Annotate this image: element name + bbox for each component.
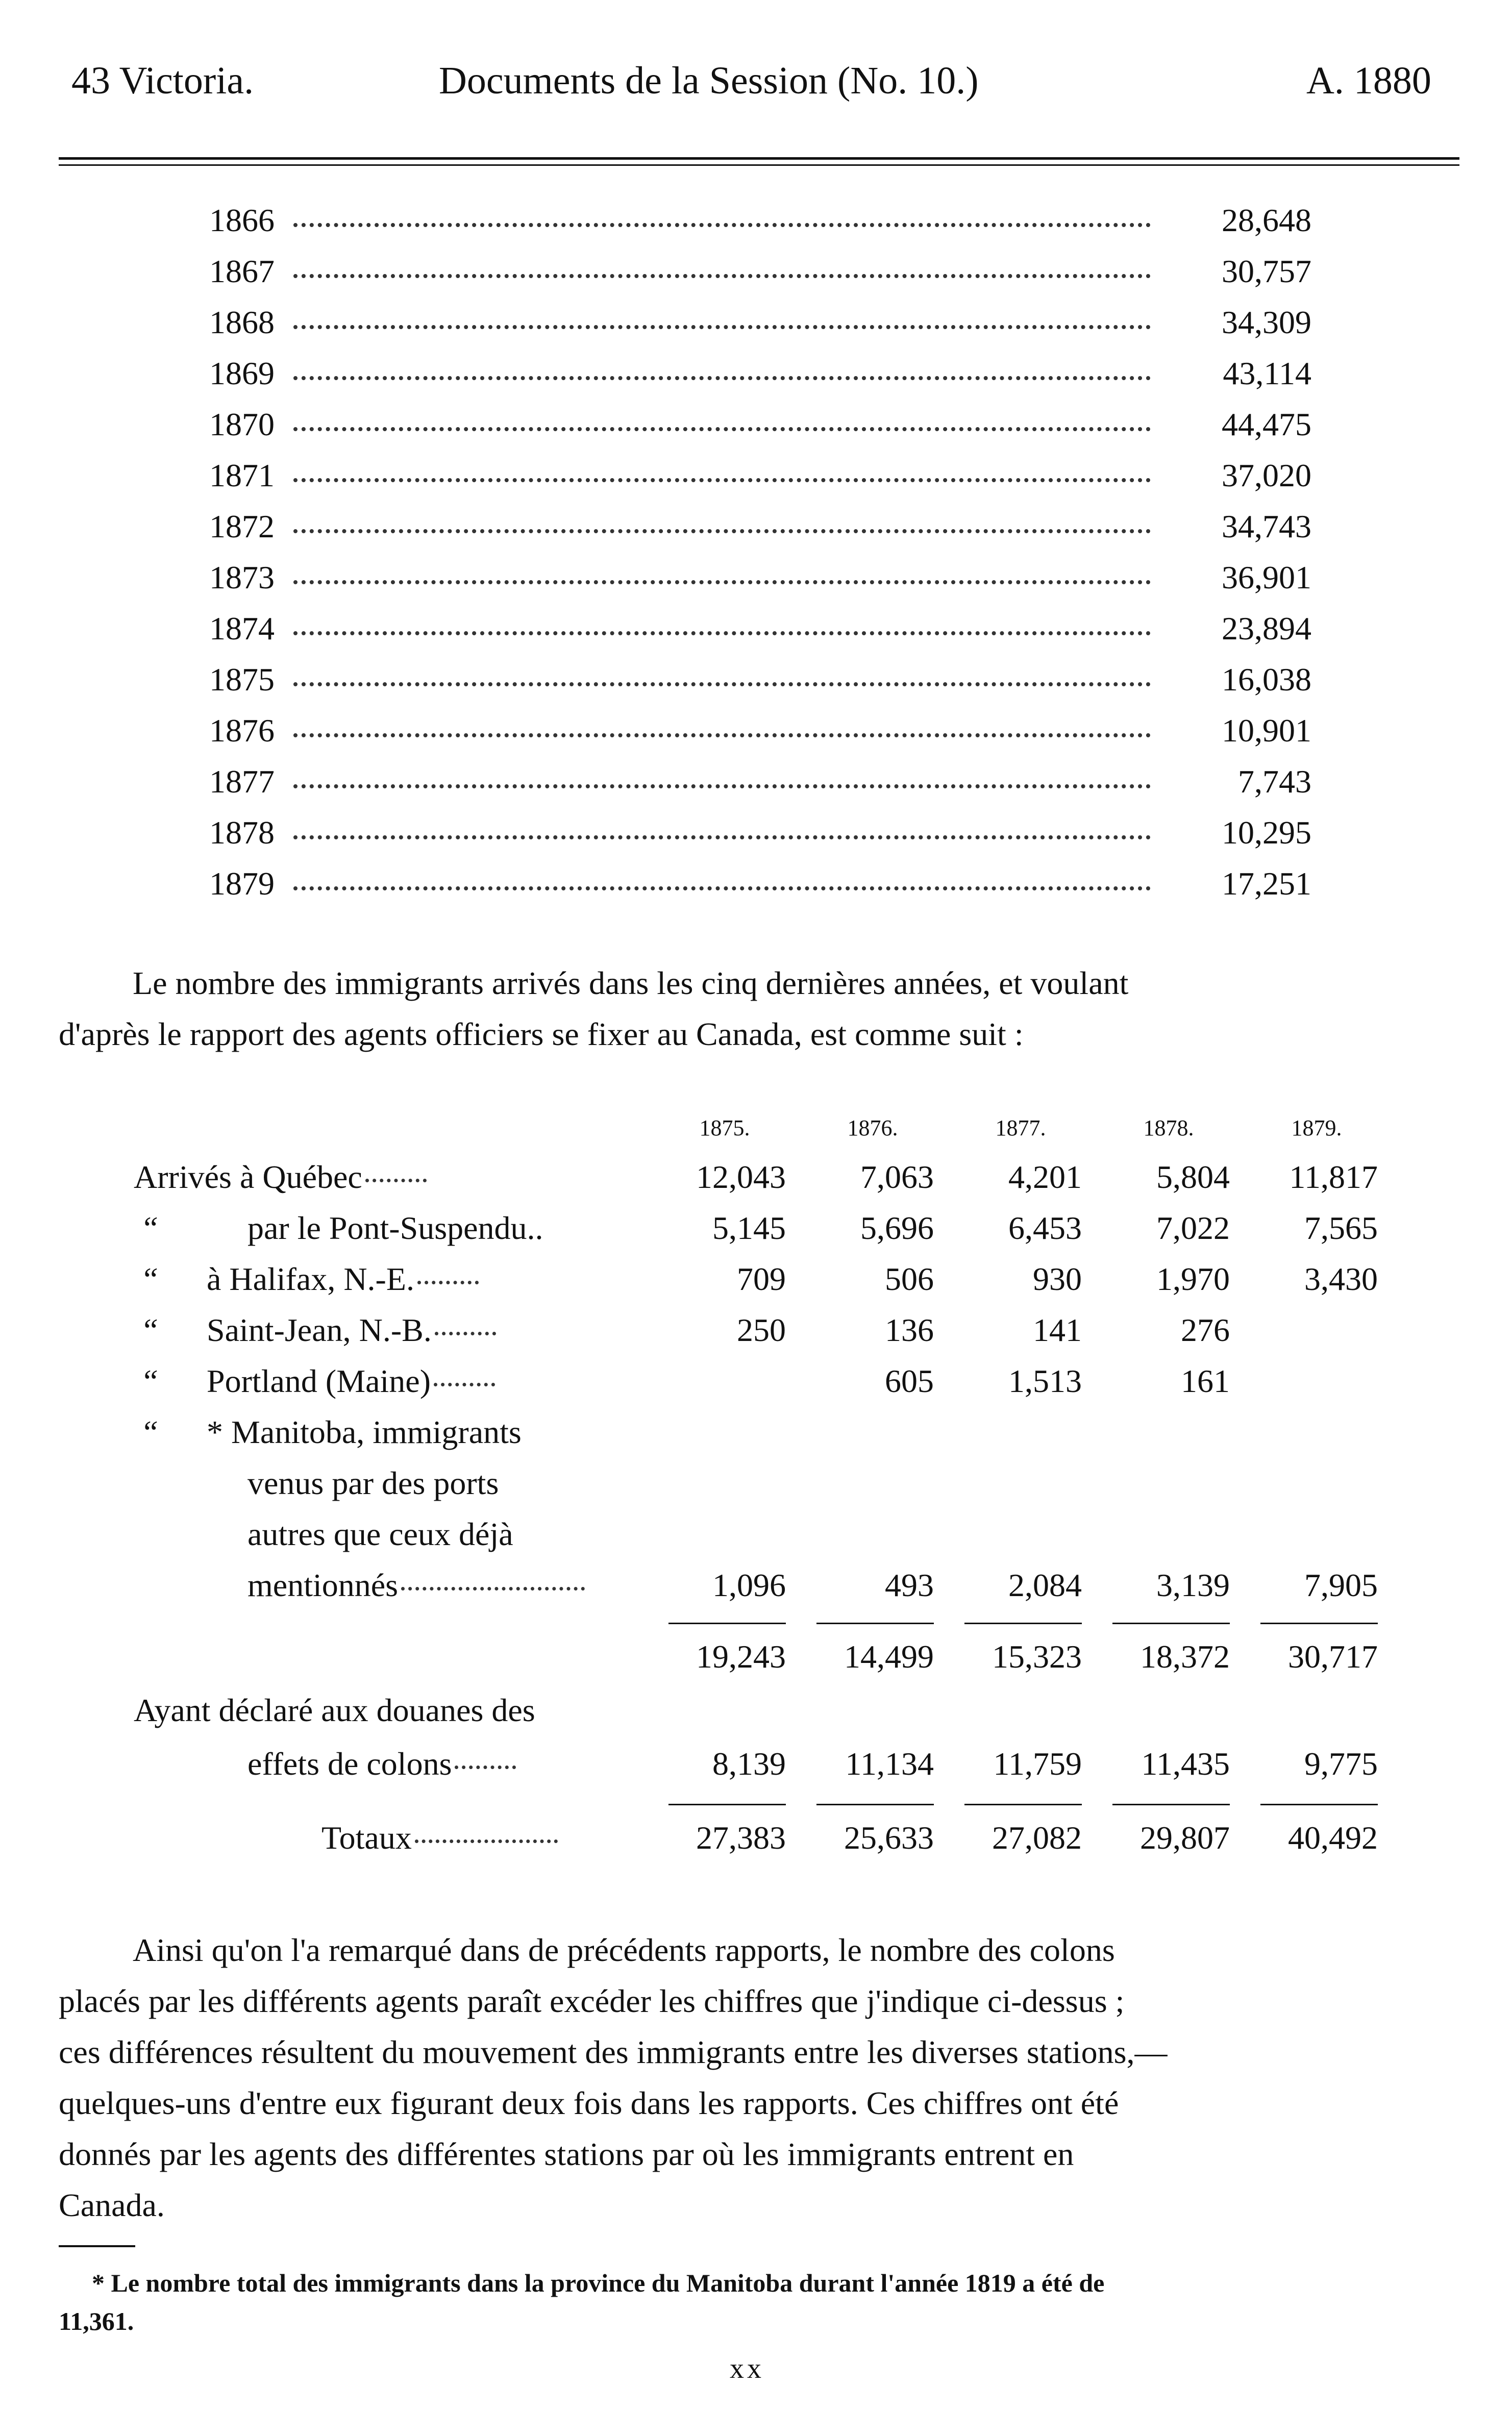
year-label: 1879 bbox=[209, 865, 275, 902]
paragraph-line: quelques-uns d'entre eux figurant deux fois dans les rapports. Ces chiffres ont été bbox=[59, 2085, 1119, 2121]
year-value: 7,743 bbox=[1238, 763, 1311, 800]
table-cell: 11,134 bbox=[845, 1746, 934, 1782]
leader-dots bbox=[293, 784, 1151, 788]
total-rule bbox=[816, 1804, 934, 1805]
column-header: 1879. bbox=[1291, 1115, 1342, 1140]
leader-dots bbox=[293, 733, 1151, 737]
table-row bbox=[0, 1362, 1512, 1413]
leader-dots bbox=[293, 529, 1151, 533]
table-cell: 5,145 bbox=[712, 1210, 786, 1246]
year-value: 44,475 bbox=[1222, 406, 1311, 442]
total-cell: 29,807 bbox=[1140, 1820, 1230, 1856]
leader-dots bbox=[293, 427, 1151, 431]
total-cell: 27,082 bbox=[992, 1820, 1082, 1856]
table-cell: 605 bbox=[885, 1363, 934, 1399]
year-row bbox=[209, 406, 1311, 454]
sum-rule bbox=[964, 1623, 1082, 1624]
leader-dots bbox=[434, 1383, 495, 1386]
total-rule bbox=[668, 1804, 786, 1805]
year-label: 1870 bbox=[209, 406, 275, 442]
year-value: 30,757 bbox=[1222, 253, 1311, 289]
row-label: autres que ceux déjà bbox=[247, 1516, 513, 1552]
total-cell: 40,492 bbox=[1288, 1820, 1378, 1856]
leader-dots bbox=[293, 325, 1151, 329]
table-cell: 136 bbox=[885, 1312, 934, 1348]
subtotal-cell: 18,372 bbox=[1140, 1638, 1230, 1675]
row-label bbox=[134, 1158, 427, 1196]
totals-row bbox=[0, 1819, 1512, 1870]
footnote-rule bbox=[59, 2245, 135, 2247]
table-row bbox=[0, 1745, 1512, 1796]
leader-dots bbox=[293, 682, 1151, 686]
year-label: 1867 bbox=[209, 253, 275, 289]
row-label-text: effets de colons bbox=[247, 1746, 452, 1782]
header-regnal-year: 43 Victoria. bbox=[71, 59, 254, 102]
leader-dots bbox=[293, 631, 1151, 635]
year-row bbox=[209, 355, 1311, 403]
year-value: 17,251 bbox=[1222, 865, 1311, 902]
table-cell: 7,022 bbox=[1156, 1210, 1230, 1246]
row-label: * Manitoba, immigrants bbox=[207, 1414, 522, 1450]
page-number: xx bbox=[730, 2353, 764, 2384]
intro-line: Le nombre des immigrants arrivés dans les cinq dernières années, et voulant bbox=[133, 965, 1129, 1001]
year-value: 10,295 bbox=[1222, 814, 1311, 851]
year-value: 43,114 bbox=[1223, 355, 1311, 391]
header-year: A. 1880 bbox=[1306, 59, 1431, 102]
footnote-line: * Le nombre total des immigrants dans la province du Manitoba durant l'année 1819 a été de bbox=[92, 2269, 1105, 2297]
year-label: 1873 bbox=[209, 559, 275, 595]
ditto-mark: “ bbox=[140, 1261, 159, 1297]
year-label: 1875 bbox=[209, 661, 275, 698]
table-cell: 3,139 bbox=[1156, 1567, 1230, 1603]
row-label-text: mentionnés bbox=[247, 1567, 399, 1603]
table-cell: 11,435 bbox=[1141, 1746, 1230, 1782]
table-cell: 493 bbox=[885, 1567, 934, 1603]
sum-rule bbox=[1260, 1623, 1378, 1624]
table-cell: 8,139 bbox=[712, 1746, 786, 1782]
table-row bbox=[0, 1260, 1512, 1311]
total-rule bbox=[1260, 1804, 1378, 1805]
table-cell: 161 bbox=[1181, 1363, 1230, 1399]
year-value: 28,648 bbox=[1222, 202, 1311, 238]
year-row bbox=[209, 814, 1311, 862]
year-value: 34,309 bbox=[1222, 304, 1311, 340]
leader-dots bbox=[293, 223, 1151, 227]
table-cell: 3,430 bbox=[1304, 1261, 1378, 1297]
row-label-text: à Halifax, N.-E. bbox=[207, 1261, 414, 1297]
table-cell: 5,804 bbox=[1156, 1159, 1230, 1195]
table-cell: 1,970 bbox=[1156, 1261, 1230, 1297]
row-label: par le Pont-Suspendu.. bbox=[247, 1210, 543, 1246]
paragraph-line: ces différences résultent du mouvement des immigrants entre les diverses stations,— bbox=[59, 2034, 1168, 2070]
year-label: 1871 bbox=[209, 457, 275, 493]
column-header: 1875. bbox=[699, 1115, 750, 1140]
year-value: 16,038 bbox=[1222, 661, 1311, 698]
leader-dots bbox=[417, 1281, 479, 1284]
table-cell: 709 bbox=[737, 1261, 786, 1297]
totals-label-text: Totaux bbox=[321, 1820, 412, 1856]
year-value: 37,020 bbox=[1222, 457, 1311, 493]
year-row bbox=[209, 508, 1311, 556]
year-row bbox=[209, 712, 1311, 760]
ditto-mark: “ bbox=[140, 1414, 159, 1450]
row-label: Ayant déclaré aux douanes des bbox=[134, 1692, 535, 1728]
table-cell: 930 bbox=[1033, 1261, 1082, 1297]
year-value: 34,743 bbox=[1222, 508, 1311, 544]
paragraph-line: placés par les différents agents paraît excéder les chiffres que j'indique ci-dessus ; bbox=[59, 1983, 1125, 2019]
footnote-line: 11,361. bbox=[59, 2307, 134, 2335]
year-label: 1869 bbox=[209, 355, 275, 391]
table-cell: 12,043 bbox=[696, 1159, 786, 1195]
row-label bbox=[207, 1260, 479, 1298]
table-row bbox=[0, 1567, 1512, 1618]
leader-dots bbox=[401, 1587, 585, 1590]
table-cell: 506 bbox=[885, 1261, 934, 1297]
paragraph-line: donnés par les agents des différentes stations par où les immigrants entrent en bbox=[59, 2136, 1074, 2172]
table-row bbox=[0, 1311, 1512, 1362]
table-cell: 11,759 bbox=[993, 1746, 1082, 1782]
table-row-continuation bbox=[0, 1515, 1512, 1567]
row-label bbox=[207, 1311, 496, 1349]
year-label: 1877 bbox=[209, 763, 275, 800]
table-cell: 7,565 bbox=[1304, 1210, 1378, 1246]
table-cell: 276 bbox=[1181, 1312, 1230, 1348]
row-label bbox=[247, 1745, 516, 1783]
year-label: 1872 bbox=[209, 508, 275, 544]
column-header: 1877. bbox=[995, 1115, 1046, 1140]
table-cell: 11,817 bbox=[1289, 1159, 1378, 1195]
row-label-text: Arrivés à Québec bbox=[134, 1159, 362, 1195]
year-label: 1874 bbox=[209, 610, 275, 647]
subtotal-cell: 14,499 bbox=[844, 1638, 934, 1675]
leader-dots bbox=[293, 835, 1151, 839]
table-cell: 9,775 bbox=[1304, 1746, 1378, 1782]
table-cell: 1,096 bbox=[712, 1567, 786, 1603]
header-rule bbox=[59, 157, 1459, 160]
table-row bbox=[0, 1692, 1512, 1743]
year-row bbox=[209, 457, 1311, 505]
totals-label bbox=[321, 1819, 558, 1857]
row-label bbox=[207, 1362, 495, 1400]
subtotal-cell: 15,323 bbox=[992, 1638, 1082, 1675]
total-rule bbox=[964, 1804, 1082, 1805]
leader-dots bbox=[365, 1179, 427, 1182]
leader-dots bbox=[293, 478, 1151, 482]
table-row-continuation bbox=[0, 1464, 1512, 1515]
table-cell: 7,063 bbox=[860, 1159, 934, 1195]
table-row bbox=[0, 1158, 1512, 1209]
leader-dots bbox=[293, 376, 1151, 380]
paragraph-line: Ainsi qu'on l'a remarqué dans de précédents rapports, le nombre des colons bbox=[133, 1932, 1115, 1968]
sum-rule bbox=[668, 1623, 786, 1624]
table-cell: 1,513 bbox=[1008, 1363, 1082, 1399]
row-label-text: Portland (Maine) bbox=[207, 1363, 431, 1399]
leader-dots bbox=[293, 274, 1151, 278]
ditto-mark: “ bbox=[140, 1210, 159, 1246]
table-cell: 2,084 bbox=[1008, 1567, 1082, 1603]
table-cell: 4,201 bbox=[1008, 1159, 1082, 1195]
table-cell: 250 bbox=[737, 1312, 786, 1348]
year-row bbox=[209, 763, 1311, 811]
sum-rule bbox=[816, 1623, 934, 1624]
leader-dots bbox=[293, 580, 1151, 584]
year-row bbox=[209, 610, 1311, 658]
total-rule bbox=[1112, 1804, 1230, 1805]
row-label-text: Saint-Jean, N.-B. bbox=[207, 1312, 432, 1348]
sum-rule bbox=[1112, 1623, 1230, 1624]
year-label: 1866 bbox=[209, 202, 275, 238]
leader-dots bbox=[293, 886, 1151, 890]
year-row bbox=[209, 661, 1311, 709]
total-cell: 25,633 bbox=[844, 1820, 934, 1856]
year-row bbox=[209, 559, 1311, 607]
ditto-mark: “ bbox=[140, 1312, 159, 1348]
column-header: 1876. bbox=[847, 1115, 898, 1140]
total-cell: 27,383 bbox=[696, 1820, 786, 1856]
subtotal-cell: 19,243 bbox=[696, 1638, 786, 1675]
header-title: Documents de la Session (No. 10.) bbox=[439, 59, 979, 102]
table-row bbox=[0, 1209, 1512, 1260]
intro-line: d'après le rapport des agents officiers se fixer au Canada, est comme suit : bbox=[59, 1016, 1024, 1052]
ditto-mark: “ bbox=[140, 1363, 159, 1399]
table-cell: 7,905 bbox=[1304, 1567, 1378, 1603]
column-header: 1878. bbox=[1143, 1115, 1194, 1140]
year-row bbox=[209, 865, 1311, 913]
year-label: 1876 bbox=[209, 712, 275, 749]
subtotal-cell: 30,717 bbox=[1288, 1638, 1378, 1675]
leader-dots bbox=[455, 1766, 516, 1769]
year-value: 23,894 bbox=[1222, 610, 1311, 647]
leader-dots bbox=[415, 1840, 558, 1843]
subtotal-row bbox=[0, 1638, 1512, 1689]
table-cell: 141 bbox=[1033, 1312, 1082, 1348]
paragraph-line: Canada. bbox=[59, 2187, 165, 2223]
year-value: 10,901 bbox=[1222, 712, 1311, 749]
header-rule-secondary bbox=[59, 164, 1459, 166]
year-row bbox=[209, 202, 1311, 250]
table-row bbox=[0, 1413, 1512, 1464]
year-label: 1868 bbox=[209, 304, 275, 340]
year-row bbox=[209, 253, 1311, 301]
year-row bbox=[209, 304, 1311, 352]
row-label bbox=[247, 1567, 585, 1604]
row-label: venus par des ports bbox=[247, 1465, 499, 1501]
table-cell: 6,453 bbox=[1008, 1210, 1082, 1246]
leader-dots bbox=[435, 1332, 496, 1335]
table-cell: 5,696 bbox=[860, 1210, 934, 1246]
year-value: 36,901 bbox=[1222, 559, 1311, 595]
year-label: 1878 bbox=[209, 814, 275, 851]
